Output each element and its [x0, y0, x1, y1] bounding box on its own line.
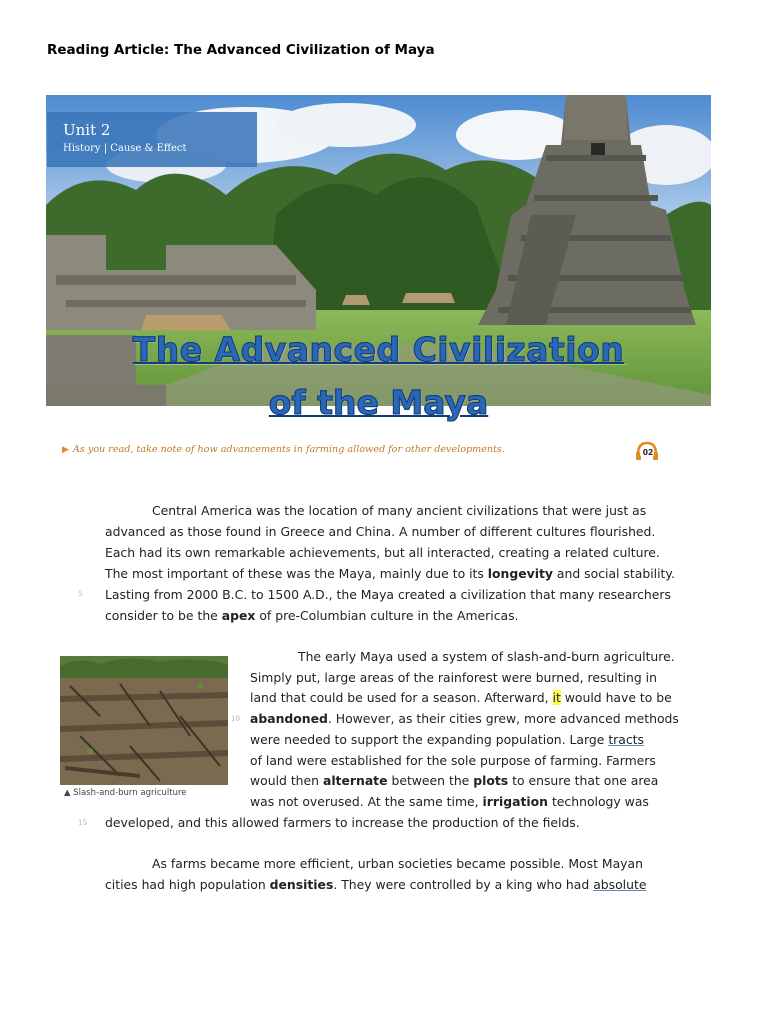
p1-line-3: Each had its own remarkable achievements, but all interacted, creating a related culture.	[105, 545, 660, 560]
p3-line-1: As farms became more efficient, urban societies became possible. Most Mayan	[152, 856, 643, 871]
triangle-arrow-icon: ▶	[62, 445, 69, 455]
vocab-tracts: tracts	[608, 732, 644, 747]
text: between the	[387, 773, 474, 788]
text: of pre-Columbian culture in the Americas.	[255, 608, 519, 623]
slash-and-burn-photo	[60, 656, 228, 785]
vocab-longevity: longevity	[487, 566, 553, 581]
unit-label-box	[47, 112, 257, 167]
p2-line-1: The early Maya used a system of slash-and-burn agriculture.	[298, 649, 675, 664]
text: . They were controlled by a king who had	[333, 877, 594, 892]
text: cities had high population	[105, 877, 270, 892]
p2-line-8	[250, 794, 649, 809]
p2-line-3	[250, 690, 672, 705]
line-number-15: 15	[78, 819, 87, 827]
highlighted-word-it: it	[552, 690, 561, 705]
vocab-apex: apex	[221, 608, 256, 623]
text: would then	[250, 773, 323, 788]
p1-line-2: advanced as those found in Greece and China. A number of different cultures flourished.	[105, 524, 656, 539]
p2-line-6: of land were established for the sole purpose of farming. Farmers	[250, 753, 656, 768]
audio-track-number: 02	[642, 448, 654, 457]
p1-line-5: Lasting from 2000 B.C. to 1500 A.D., the Maya created a civilization that many researchers	[105, 587, 671, 602]
text: and social stability.	[552, 566, 675, 581]
reading-note	[62, 444, 505, 455]
p2-line-9: developed, and this allowed farmers to increase the production of the fields.	[105, 815, 580, 830]
p2-line-4	[250, 711, 679, 726]
document-heading: Reading Article: The Advanced Civilization of Maya	[47, 42, 435, 58]
text: consider to be the	[105, 608, 222, 623]
vocab-plots: plots	[473, 773, 509, 788]
vocab-irrigation: irrigation	[482, 794, 548, 809]
text: technology was	[548, 794, 649, 809]
reading-note-text: As you read, take note of how advancements in farming allowed for other developments.	[72, 444, 505, 455]
text: were needed to support the expanding population. Large	[250, 732, 609, 747]
p2-line-7	[250, 773, 658, 788]
text: . However, as their cities grew, more advanced methods	[327, 711, 679, 726]
unit-title: Unit 2	[63, 121, 111, 139]
unit-subtitle: History | Cause & Effect	[63, 143, 187, 154]
vocab-abandoned: abandoned	[250, 711, 328, 726]
text: The most important of these was the Maya, mainly due to its	[105, 566, 488, 581]
p2-line-2: Simply put, large areas of the rainforest were burned, resulting in	[250, 670, 657, 685]
article-title-line-1: The Advanced Civilization	[132, 330, 625, 369]
text: would have to be	[560, 690, 672, 705]
p3-line-2	[105, 877, 646, 892]
text: was not overused. At the same time,	[250, 794, 483, 809]
line-number-5: 5	[78, 590, 83, 598]
p2-line-5	[250, 732, 644, 747]
article-title-line-2: of the Maya	[268, 383, 489, 422]
p1-line-1: Central America was the location of many ancient civilizations that were just as	[152, 503, 647, 518]
vocab-absolute: absolute	[593, 877, 647, 892]
text: to ensure that one area	[508, 773, 659, 788]
text: land that could be used for a season. Afterward,	[250, 690, 553, 705]
p1-line-6	[105, 608, 519, 623]
vocab-alternate: alternate	[322, 773, 388, 788]
photo-caption: ▲ Slash-and-burn agriculture	[64, 788, 187, 798]
line-number-10: 10	[231, 715, 240, 723]
vocab-densities: densities	[269, 877, 334, 892]
p1-line-4	[105, 566, 675, 581]
